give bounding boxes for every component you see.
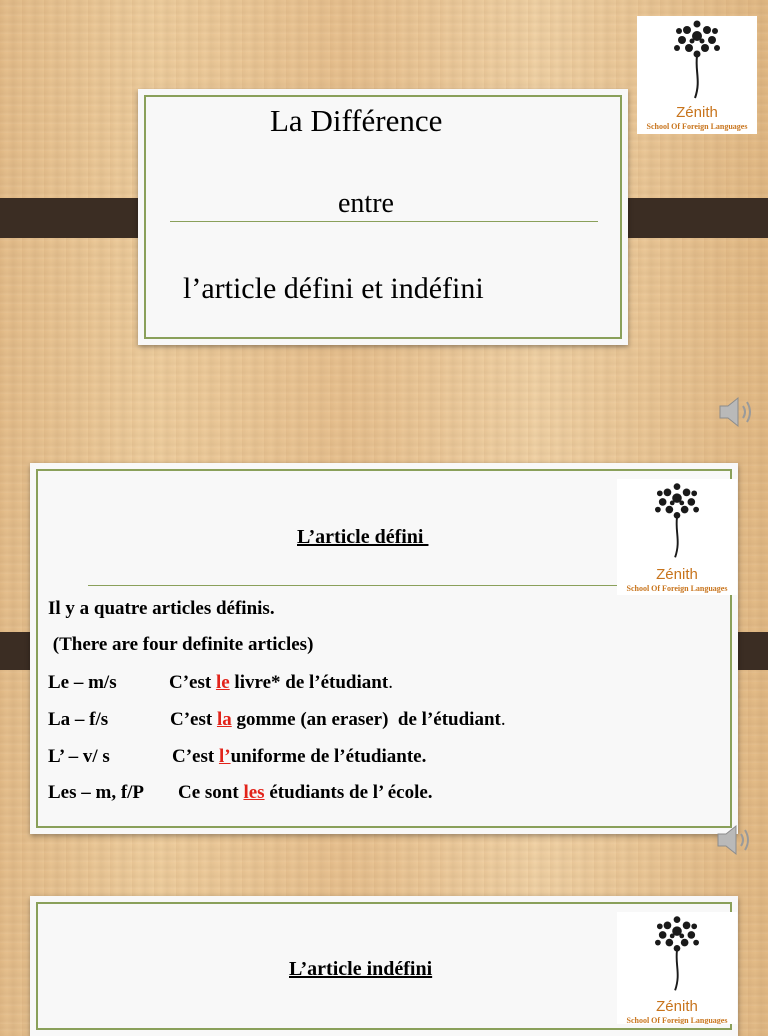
article-label: Les – m, f/P (48, 782, 145, 803)
logo-name: Zénith (656, 998, 698, 1015)
slide1-entre: entre (338, 188, 394, 219)
slide1-right-bar (612, 198, 768, 238)
sentence-start: C’est (172, 746, 219, 767)
sentence-start: C’est (170, 709, 217, 730)
slide1-left-bar (0, 198, 155, 238)
definite-heading: L’article défini (297, 526, 429, 548)
zenith-logo (637, 16, 757, 134)
article-label: Le – m/s (48, 672, 117, 693)
title-slide-card (138, 89, 628, 345)
sentence-start: Ce sont (178, 782, 244, 803)
logo-tagline: School Of Foreign Languages (626, 1016, 728, 1024)
article-highlight: l’ (218, 746, 231, 767)
intro-line-2: (There are four definite articles) (48, 634, 314, 655)
sentence-period: . (500, 709, 506, 730)
dandelion-tree-icon (617, 912, 737, 998)
indefinite-heading: L’article indéfini (289, 958, 433, 980)
sentence-period: . (388, 672, 393, 693)
sentence-end: étudiants de l’ école. (264, 782, 433, 803)
article-highlight: les (243, 782, 265, 803)
logo-name: Zénith (656, 566, 698, 583)
article-label: La – f/s (48, 709, 109, 730)
dandelion-tree-icon (617, 479, 737, 565)
zenith-logo (617, 479, 737, 595)
article-row (48, 746, 426, 768)
logo-tagline: School Of Foreign Languages (646, 122, 748, 131)
article-highlight: la (216, 709, 232, 730)
slide1-subtitle: l’article défini et indéfini (183, 272, 484, 305)
sentence-end: gomme (an eraser) de l’étudiant (231, 709, 501, 730)
slide2-rule (88, 585, 620, 586)
article-row (48, 782, 433, 804)
sentence-end: livre* de l’étudiant (229, 672, 389, 693)
dandelion-tree-icon (637, 16, 757, 106)
logo-name: Zénith (676, 104, 718, 121)
article-label: L’ – v/ s (48, 746, 110, 767)
speaker-icon[interactable] (716, 394, 756, 430)
article-row (48, 709, 506, 731)
speaker-icon[interactable] (714, 822, 754, 858)
sentence-start: C’est (169, 672, 216, 693)
intro-line-1: Il y a quatre articles définis. (48, 598, 275, 619)
article-row (48, 672, 393, 694)
logo-tagline: School Of Foreign Languages (626, 584, 728, 593)
zenith-logo (617, 912, 737, 1024)
slide1-title: La Différence (270, 103, 443, 138)
sentence-end: uniforme de l’étudiante. (230, 746, 427, 767)
slide1-rule (170, 221, 598, 222)
article-highlight: le (215, 672, 230, 693)
